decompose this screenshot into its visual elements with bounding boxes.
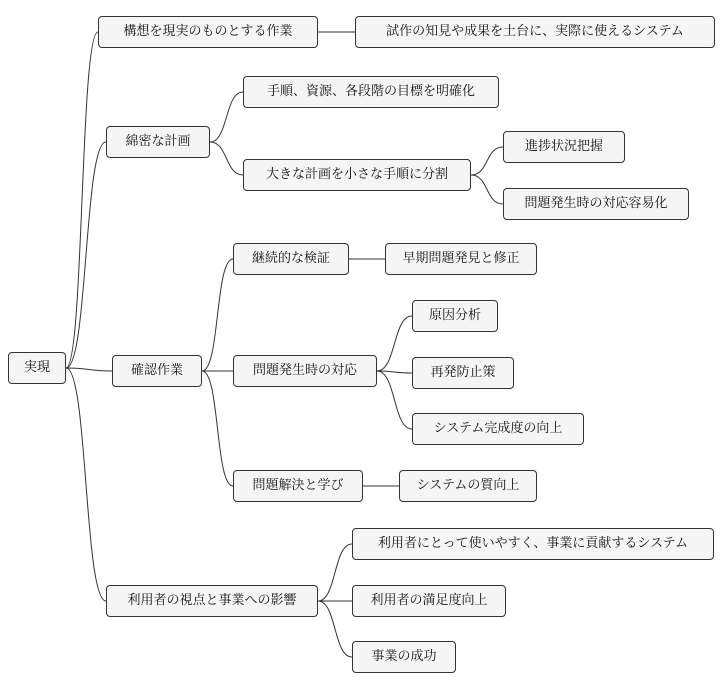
mindmap-node[interactable] bbox=[352, 641, 456, 673]
mindmap-edge bbox=[66, 368, 112, 371]
node-label: 利用者の満足度向上 bbox=[370, 593, 488, 609]
mindmap-edge bbox=[377, 316, 412, 371]
mindmap-node[interactable] bbox=[412, 357, 514, 389]
node-label: 継続的な検証 bbox=[251, 251, 330, 267]
node-label: 確認作業 bbox=[130, 363, 183, 379]
node-label: 問題発生時の対応容易化 bbox=[524, 196, 668, 212]
mindmap-node[interactable] bbox=[112, 355, 202, 387]
node-label: 進捗状況把握 bbox=[524, 139, 603, 155]
mindmap-node[interactable] bbox=[385, 243, 537, 275]
node-label: 大きな計画を小さな手順に分割 bbox=[265, 167, 448, 183]
mindmap-node[interactable] bbox=[352, 585, 506, 617]
mindmap-node[interactable] bbox=[399, 470, 537, 502]
mindmap-edge bbox=[202, 259, 233, 371]
mindmap-node[interactable] bbox=[106, 126, 210, 158]
mindmap-node[interactable] bbox=[503, 188, 689, 220]
mindmap-edge bbox=[210, 92, 243, 142]
node-label: 事業の成功 bbox=[371, 649, 437, 665]
node-label: 再発防止策 bbox=[430, 365, 496, 381]
node-label: 利用者にとって使いやすく、事業に貢献するシステム bbox=[377, 536, 689, 552]
mindmap-node[interactable] bbox=[243, 159, 471, 191]
mindmap-edge bbox=[66, 32, 98, 368]
mindmap-node[interactable] bbox=[503, 131, 625, 163]
mindmap-edge bbox=[202, 371, 233, 486]
mindmap-edge bbox=[318, 601, 352, 657]
mindmap-node[interactable] bbox=[412, 300, 498, 332]
mindmap-node[interactable] bbox=[233, 243, 349, 275]
node-label: 問題発生時の対応 bbox=[252, 363, 357, 379]
mindmap-edge bbox=[318, 544, 352, 601]
mindmap-edge bbox=[471, 175, 503, 204]
node-label: 早期問題発見と修正 bbox=[402, 251, 520, 267]
mindmap-node[interactable] bbox=[243, 76, 499, 108]
node-label: 試作の知見や成果を土台に、実際に使えるシステム bbox=[386, 24, 684, 40]
mindmap-node[interactable] bbox=[352, 528, 714, 560]
node-label: 利用者の視点と事業への影響 bbox=[127, 593, 297, 609]
mindmap-node[interactable] bbox=[98, 16, 318, 48]
mindmap-edge bbox=[66, 368, 106, 601]
node-label: 問題解決と学び bbox=[252, 478, 344, 494]
node-label: 手順、資源、各段階の目標を明確化 bbox=[266, 84, 475, 100]
mindmap-edge bbox=[377, 371, 412, 429]
node-label: 原因分析 bbox=[428, 308, 481, 324]
mindmap-edge bbox=[471, 147, 503, 175]
mindmap-node[interactable] bbox=[233, 470, 363, 502]
mindmap-root-node[interactable] bbox=[8, 352, 66, 384]
mindmap-edge bbox=[210, 142, 243, 175]
mindmap-node[interactable] bbox=[106, 585, 318, 617]
mindmap-node[interactable] bbox=[412, 413, 584, 445]
node-label: システム完成度の向上 bbox=[433, 421, 563, 437]
node-label: 実現 bbox=[23, 360, 50, 376]
mindmap-node[interactable] bbox=[355, 16, 715, 48]
mindmap-node[interactable] bbox=[233, 355, 377, 387]
node-label: 構想を現実のものとする作業 bbox=[123, 24, 293, 40]
node-label: システムの質向上 bbox=[416, 478, 520, 494]
mindmap-edge bbox=[66, 142, 106, 368]
node-label: 綿密な計画 bbox=[125, 134, 191, 150]
